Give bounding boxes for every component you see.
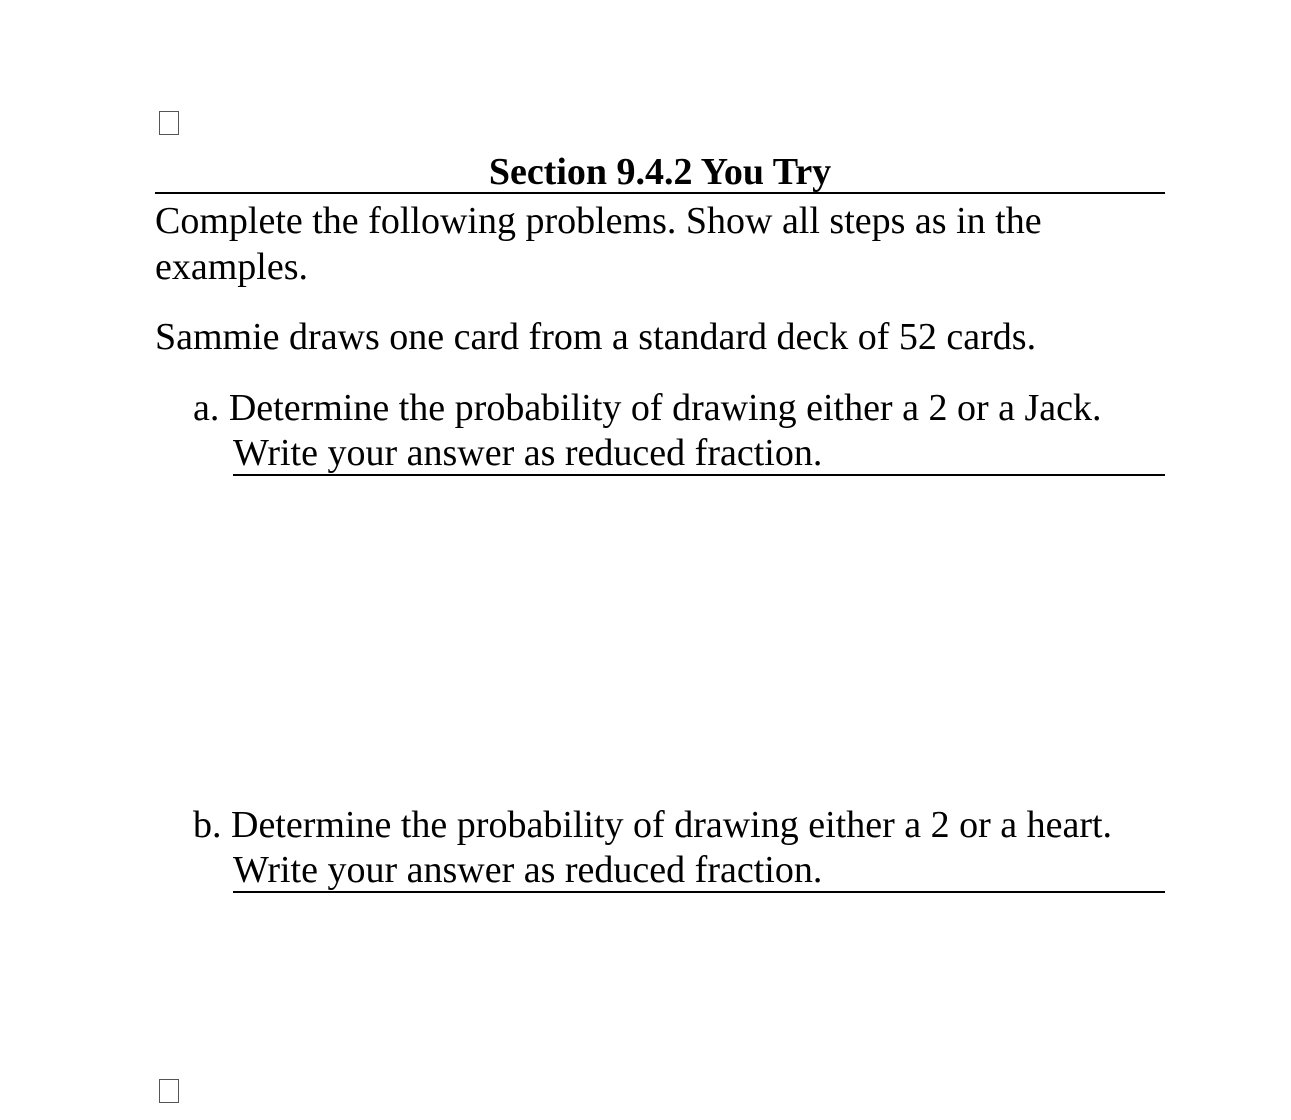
part-b (193, 803, 1165, 893)
checkbox-top[interactable] (159, 111, 179, 135)
checkbox-bottom[interactable] (159, 1079, 179, 1103)
part-b-question: b. Determine the probability of drawing either a 2 or a heart. (193, 804, 1113, 846)
section-title: Section 9.4.2 You Try (155, 150, 1165, 194)
part-a-question: a. Determine the probability of drawing either a 2 or a Jack. (193, 387, 1102, 429)
part-b-answer-prompt: Write your answer as reduced fraction. (233, 848, 1165, 893)
problem-stem: Sammie draws one card from a standard deck of 52 cards. (155, 316, 1037, 358)
part-a-answer-prompt: Write your answer as reduced fraction. (233, 431, 1165, 476)
instructions-text: Complete the following problems. Show all steps as in the examples. (155, 200, 1042, 288)
part-a (193, 386, 1165, 476)
